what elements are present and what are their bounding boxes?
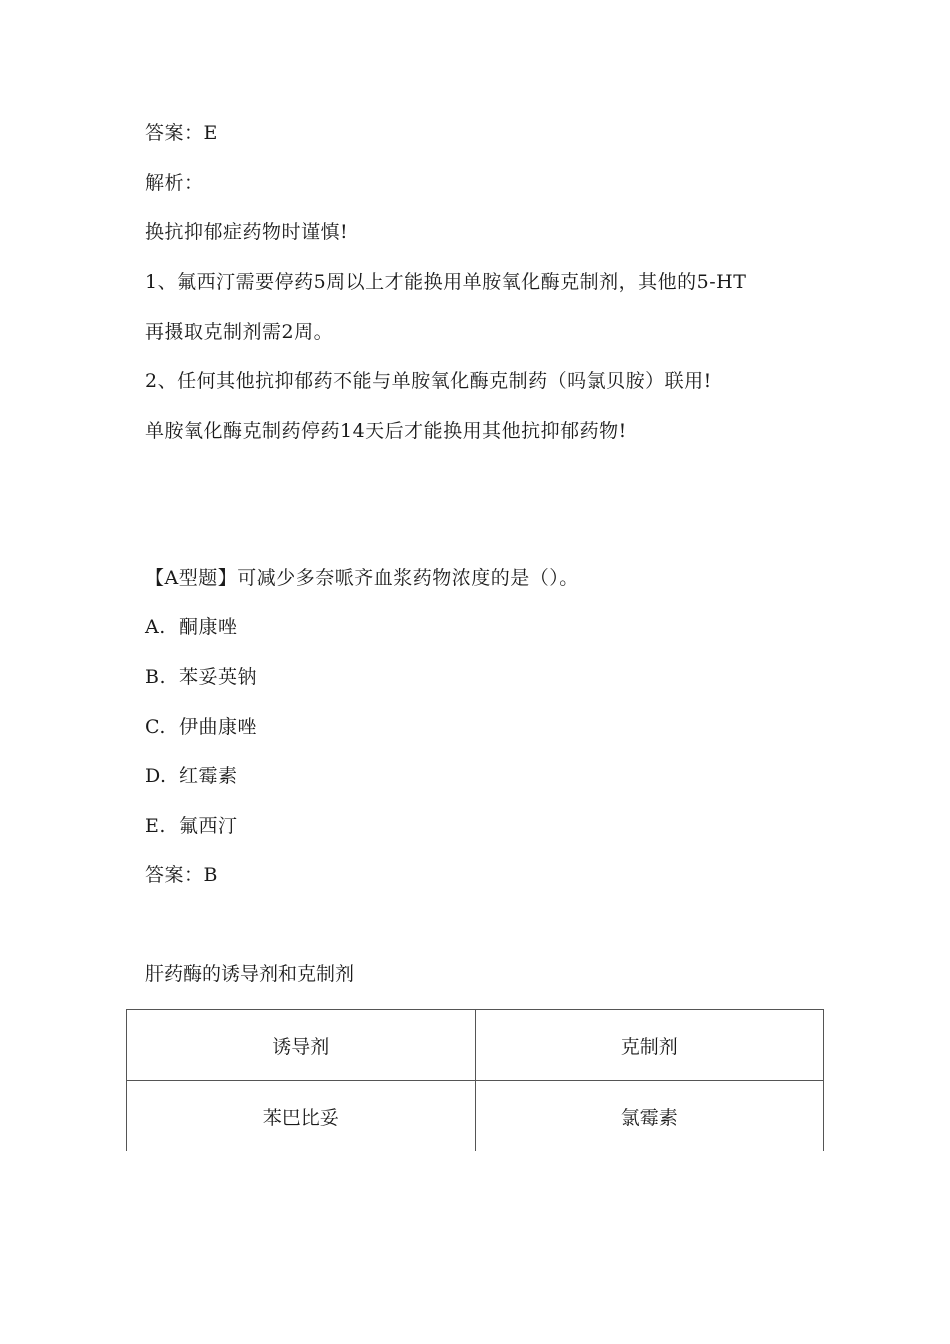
option-letter: D. [145,765,167,787]
option-letter: A. [145,616,166,638]
option-letter: C. [145,716,166,738]
table-cell: 苯巴比妥 [127,1081,476,1152]
table-cell: 氯霉素 [475,1081,824,1152]
option-b [145,665,257,689]
option-letter: E. [145,815,166,837]
question-stem: 【A型题】可减少多奈哌齐血浆药物浓度的是（）。 [145,567,579,589]
question-answer: 答案：B [145,864,218,886]
analysis-line: 2、任何其他抗抑郁药不能与单胺氧化酶克制药（吗氯贝胺）联用! [145,370,712,392]
table-row [127,1081,824,1152]
analysis-line: 1、氟西汀需要停药5周以上才能换用单胺氧化酶克制剂，其他的5-HT [145,271,747,293]
option-text: 红霉素 [179,765,238,787]
option-a [145,615,238,639]
analysis-line: 换抗抑郁症药物时谨慎! [145,221,349,243]
analysis-line: 再摄取克制剂需2周。 [145,321,334,343]
option-text: 苯妥英钠 [179,666,258,688]
table-header-cell: 克制剂 [475,1010,824,1081]
table-title: 肝药酶的诱导剂和克制剂 [145,963,355,985]
option-e [145,814,238,838]
table-header-row [127,1010,824,1081]
option-d [145,764,238,788]
option-letter: B. [145,666,167,688]
analysis-label: 解析： [145,172,204,194]
option-c [145,715,257,739]
enzyme-table [126,1009,824,1151]
option-text: 酮康唑 [179,616,238,638]
option-text: 伊曲康唑 [179,716,258,738]
table-header-cell: 诱导剂 [127,1010,476,1081]
answer-line: 答案：E [145,122,218,144]
analysis-line: 单胺氧化酶克制药停药14天后才能换用其他抗抑郁药物! [145,420,627,442]
option-text: 氟西汀 [179,815,238,837]
